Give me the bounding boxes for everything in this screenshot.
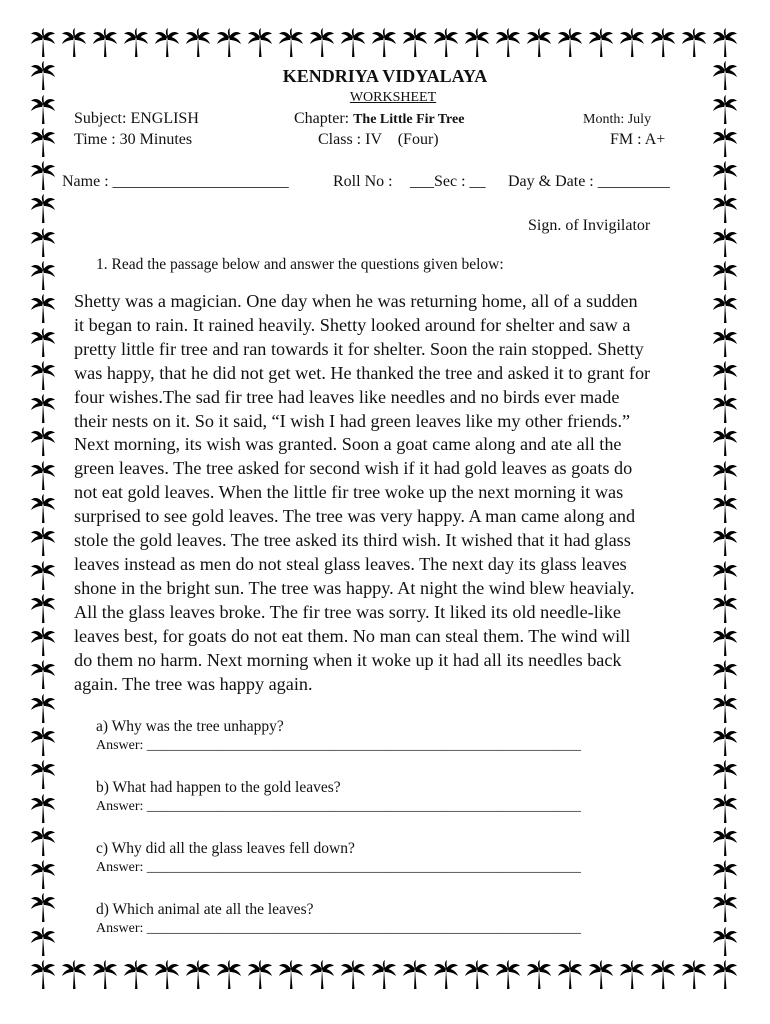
passage-line: their nests on it. So it said, “I wish I had green leaves like my other friends.” xyxy=(74,410,631,431)
palm-tree-icon xyxy=(309,960,335,990)
palm-tree-icon xyxy=(30,28,56,58)
palm-tree-icon xyxy=(712,261,738,291)
question: b) What had happen to the gold leaves? xyxy=(96,779,341,796)
palm-tree-icon xyxy=(712,860,738,890)
palm-tree-icon xyxy=(650,28,676,58)
palm-tree-icon xyxy=(712,161,738,191)
palm-tree-icon xyxy=(681,28,707,58)
palm-tree-icon xyxy=(340,960,366,990)
passage-line: Next morning, its wish was granted. Soon a goat came along and ate all the xyxy=(74,434,622,455)
palm-tree-icon xyxy=(619,960,645,990)
palm-tree-icon xyxy=(30,893,56,923)
palm-tree-icon xyxy=(712,228,738,258)
subject: Subject: ENGLISH xyxy=(74,110,199,127)
class-info: Class : IV (Four) xyxy=(318,131,439,148)
palm-tree-icon xyxy=(30,294,56,324)
chapter-value: The Little Fir Tree xyxy=(353,112,465,127)
palm-tree-icon xyxy=(712,28,738,58)
palm-tree-icon xyxy=(30,228,56,258)
worksheet-title: WORKSHEET xyxy=(349,90,437,105)
palm-tree-icon xyxy=(495,960,521,990)
palm-tree-icon xyxy=(30,494,56,524)
palm-tree-icon xyxy=(92,960,118,990)
palm-tree-icon xyxy=(278,960,304,990)
palm-tree-icon xyxy=(154,28,180,58)
passage-line: shone in the bright sun. The tree was happy. At night the wind blew heavialy. xyxy=(74,577,635,598)
palm-tree-icon xyxy=(712,794,738,824)
palm-tree-icon xyxy=(30,727,56,757)
answer-line[interactable]: Answer: ______________________________________________________________ xyxy=(96,921,581,936)
passage-line: was happy, that he did not get wet. He thanked the tree and asked it to grant for xyxy=(74,362,651,383)
passage-line: not eat gold leaves. When the little fir tree woke up the next morning it was xyxy=(74,482,624,503)
palm-tree-icon xyxy=(712,194,738,224)
question: d) Which animal ate all the leaves? xyxy=(96,901,314,918)
palm-tree-icon xyxy=(61,28,87,58)
passage-line: All the glass leaves broke. The fir tree was sorry. It liked its old needle-like xyxy=(74,601,621,622)
palm-tree-icon xyxy=(309,28,335,58)
time: Time : 30 Minutes xyxy=(74,131,193,148)
answer-line[interactable]: Answer: ______________________________________________________________ xyxy=(96,860,581,875)
palm-tree-icon xyxy=(371,960,397,990)
passage-line: four wishes.The sad fir tree had leaves like needles and no birds ever made xyxy=(74,386,620,407)
palm-tree-icon xyxy=(30,527,56,557)
palm-tree-icon xyxy=(92,28,118,58)
palm-tree-icon xyxy=(588,960,614,990)
palm-tree-icon xyxy=(278,28,304,58)
palm-tree-icon xyxy=(712,694,738,724)
palm-tree-icon xyxy=(30,361,56,391)
palm-tree-icon xyxy=(30,660,56,690)
chapter xyxy=(294,110,464,128)
palm-tree-icon xyxy=(402,960,428,990)
passage xyxy=(74,290,719,696)
palm-tree-icon xyxy=(30,328,56,358)
instruction: 1. Read the passage below and answer the questions given below: xyxy=(96,256,504,273)
answer-line[interactable]: Answer: ______________________________________________________________ xyxy=(96,738,581,753)
palm-tree-icon xyxy=(526,960,552,990)
palm-tree-icon xyxy=(30,860,56,890)
palm-tree-icon xyxy=(30,194,56,224)
palm-tree-icon xyxy=(464,960,490,990)
palm-tree-icon xyxy=(247,960,273,990)
passage-line: leaves instead as men do not steal glass leaves. The next day its glass leaves xyxy=(74,553,627,574)
palm-tree-icon xyxy=(216,28,242,58)
palm-tree-icon xyxy=(371,28,397,58)
palm-tree-icon xyxy=(712,827,738,857)
passage-line: green leaves. The tree asked for second wish if it had gold leaves as goats do xyxy=(74,458,633,479)
palm-tree-icon xyxy=(123,960,149,990)
name-field[interactable]: Name : ______________________ xyxy=(62,173,289,190)
chapter-label: Chapter: xyxy=(294,110,354,127)
palm-tree-icon xyxy=(30,927,56,957)
palm-tree-icon xyxy=(340,28,366,58)
roll-no-label: Roll No : xyxy=(333,173,393,190)
passage-line: pretty little fir tree and ran towards it for shelter. Soon the rain stopped. Shetty xyxy=(74,338,644,359)
palm-tree-icon xyxy=(30,960,56,990)
palm-tree-icon xyxy=(495,28,521,58)
palm-tree-icon xyxy=(712,927,738,957)
palm-tree-icon xyxy=(650,960,676,990)
palm-tree-icon xyxy=(712,960,738,990)
palm-tree-icon xyxy=(154,960,180,990)
section-field[interactable]: ___Sec : __ xyxy=(410,173,486,190)
palm-tree-icon xyxy=(712,128,738,158)
school-name: KENDRIYA VIDYALAYA xyxy=(282,66,488,86)
palm-tree-icon xyxy=(30,760,56,790)
passage-line: Shetty was a magician. One day when he was returning home, all of a sudden xyxy=(74,291,638,311)
palm-tree-icon xyxy=(30,394,56,424)
date-field[interactable]: Day & Date : _________ xyxy=(508,173,670,190)
palm-tree-icon xyxy=(619,28,645,58)
palm-tree-icon xyxy=(216,960,242,990)
palm-tree-icon xyxy=(30,128,56,158)
palm-tree-icon xyxy=(464,28,490,58)
palm-tree-icon xyxy=(123,28,149,58)
palm-tree-icon xyxy=(185,960,211,990)
palm-tree-icon xyxy=(30,794,56,824)
palm-tree-icon xyxy=(557,960,583,990)
palm-tree-icon xyxy=(402,28,428,58)
palm-tree-icon xyxy=(30,261,56,291)
question: c) Why did all the glass leaves fell down? xyxy=(96,840,355,857)
palm-tree-icon xyxy=(30,627,56,657)
passage-line: do them no harm. Next morning when it woke up it had all its needles back xyxy=(74,649,622,670)
palm-tree-icon xyxy=(588,28,614,58)
palm-tree-icon xyxy=(30,427,56,457)
full-marks: FM : A+ xyxy=(610,131,666,148)
invigilator-sign: Sign. of Invigilator xyxy=(528,217,651,234)
palm-tree-icon xyxy=(61,960,87,990)
passage-line: surprised to see gold leaves. The tree was very happy. A man came along and xyxy=(74,506,636,527)
question: a) Why was the tree unhappy? xyxy=(96,718,284,735)
passage-line: it began to rain. It rained heavily. Shetty looked around for shelter and saw a xyxy=(74,314,631,335)
palm-tree-icon xyxy=(557,28,583,58)
palm-tree-icon xyxy=(30,827,56,857)
passage-line: leaves best, for goats do not eat them. No man can steal them. The wind will xyxy=(74,625,631,646)
palm-tree-icon xyxy=(712,760,738,790)
passage-line: again. The tree was happy again. xyxy=(74,673,313,694)
palm-tree-icon xyxy=(247,28,273,58)
palm-tree-icon xyxy=(526,28,552,58)
passage-line: stole the gold leaves. The tree asked its third wish. It wished that it had glass xyxy=(74,530,631,551)
palm-tree-icon xyxy=(185,28,211,58)
palm-tree-icon xyxy=(30,594,56,624)
month: Month: July xyxy=(583,112,652,127)
answer-line[interactable]: Answer: ______________________________________________________________ xyxy=(96,799,581,814)
palm-tree-icon xyxy=(712,727,738,757)
palm-tree-icon xyxy=(433,28,459,58)
palm-tree-icon xyxy=(712,893,738,923)
palm-tree-icon xyxy=(30,561,56,591)
palm-tree-icon xyxy=(30,461,56,491)
palm-tree-icon xyxy=(433,960,459,990)
palm-tree-icon xyxy=(681,960,707,990)
palm-tree-icon xyxy=(30,694,56,724)
palm-tree-icon xyxy=(30,161,56,191)
